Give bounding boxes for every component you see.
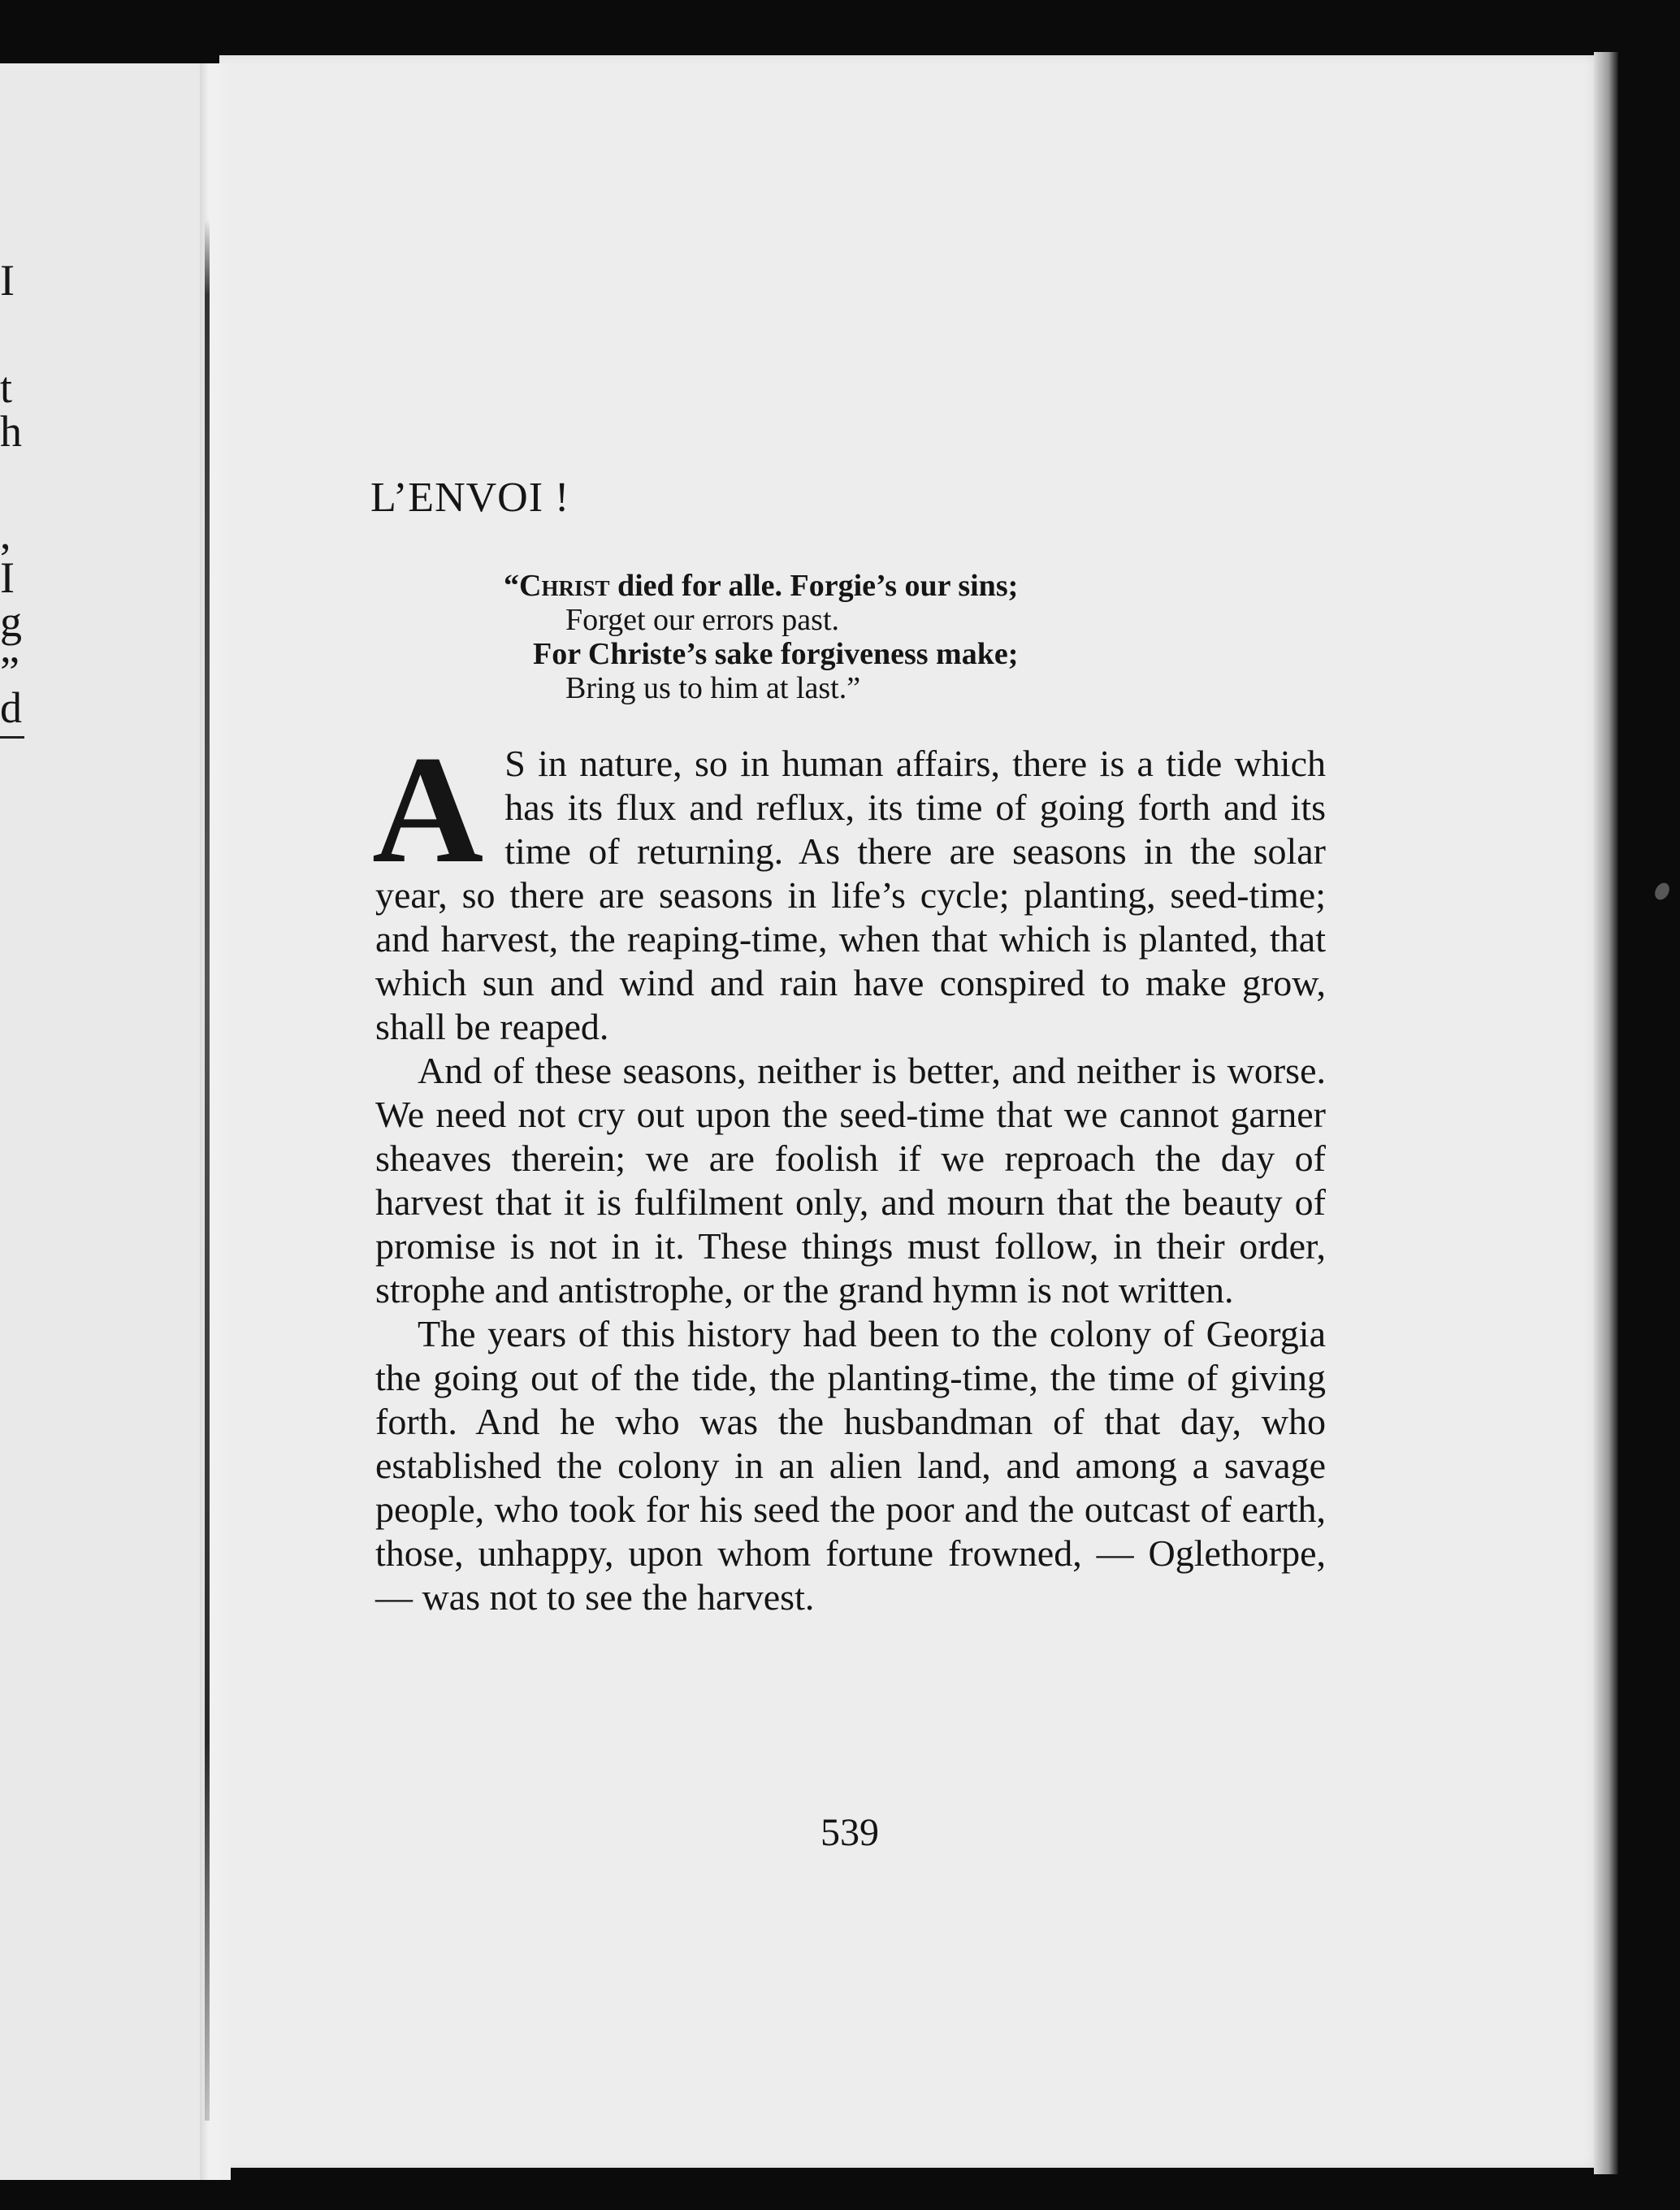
- epigraph: [504, 569, 1018, 705]
- epigraph-line-4: Bring us to him at last.”: [565, 671, 861, 705]
- epigraph-line-3: For Christe’s sake forgiveness make;: [533, 637, 1019, 671]
- left-page-fragment: h: [0, 407, 22, 456]
- left-page-fragment: ,: [0, 509, 11, 558]
- left-page-fragment: d: [0, 683, 22, 732]
- paragraph-1: [372, 725, 1326, 1049]
- open-quote: “: [504, 569, 519, 603]
- epigraph-line-1-rest: died for alle. Forgie’s our sins;: [609, 569, 1019, 603]
- left-page-fragment: I: [0, 256, 15, 305]
- page-edge-shadow: [1594, 52, 1618, 2174]
- paragraph-1-text: S in nature, so in human affairs, there is a tide which has its flux and reflux, its time of going forth and its time of returning. As there are seasons in the solar year, so there are seasons in life’s cycle; planting, seed-time; and harvest, the reaping-time, when that which is planted, that which sun and wind and rain have conspired to make grow, shall be reaped.: [375, 743, 1326, 1047]
- body-text: [372, 725, 1326, 1619]
- left-page-fragment: t: [0, 363, 13, 412]
- binding-line: [205, 219, 210, 2121]
- previous-page-edge: [0, 63, 213, 2180]
- epigraph-line-1: [504, 569, 1018, 603]
- left-page-fragment: g: [0, 597, 22, 646]
- epigraph-line-2: Forget our errors past.: [565, 603, 840, 637]
- left-page-fragment: I: [0, 553, 15, 602]
- drop-cap: A: [372, 725, 484, 895]
- left-page-fragment: ”: [0, 648, 19, 696]
- paragraph-3: The years of this history had been to the colony of Georgia the going out of the tide, the planting-time, the time of giving forth. And he who was the husbandman of that day, who established the colony in an alien land, and among a savage people, who took for his seed the poor and the outcast of earth, those, unhappy, upon whom fortune frowned, — Oglethorpe, — was not to see the harvest.: [375, 1313, 1326, 1618]
- scan-smudge: [1652, 880, 1673, 902]
- paragraph-2: And of these seasons, neither is better, and neither is worse. We need not cry out upon the seed-time that we cannot garner sheaves therein; we are foolish if we reproach the day of harvest that it is fulfilment only, and mourn that the beauty of promise is not in it. These things must follow, in their order, strophe and antistrophe, or the grand hymn is not written.: [375, 1050, 1326, 1311]
- chapter-title: L’ENVOI !: [370, 474, 570, 521]
- left-page-rule: [0, 736, 24, 739]
- page-number: 539: [821, 1811, 879, 1854]
- small-caps-word: Christ: [519, 569, 610, 603]
